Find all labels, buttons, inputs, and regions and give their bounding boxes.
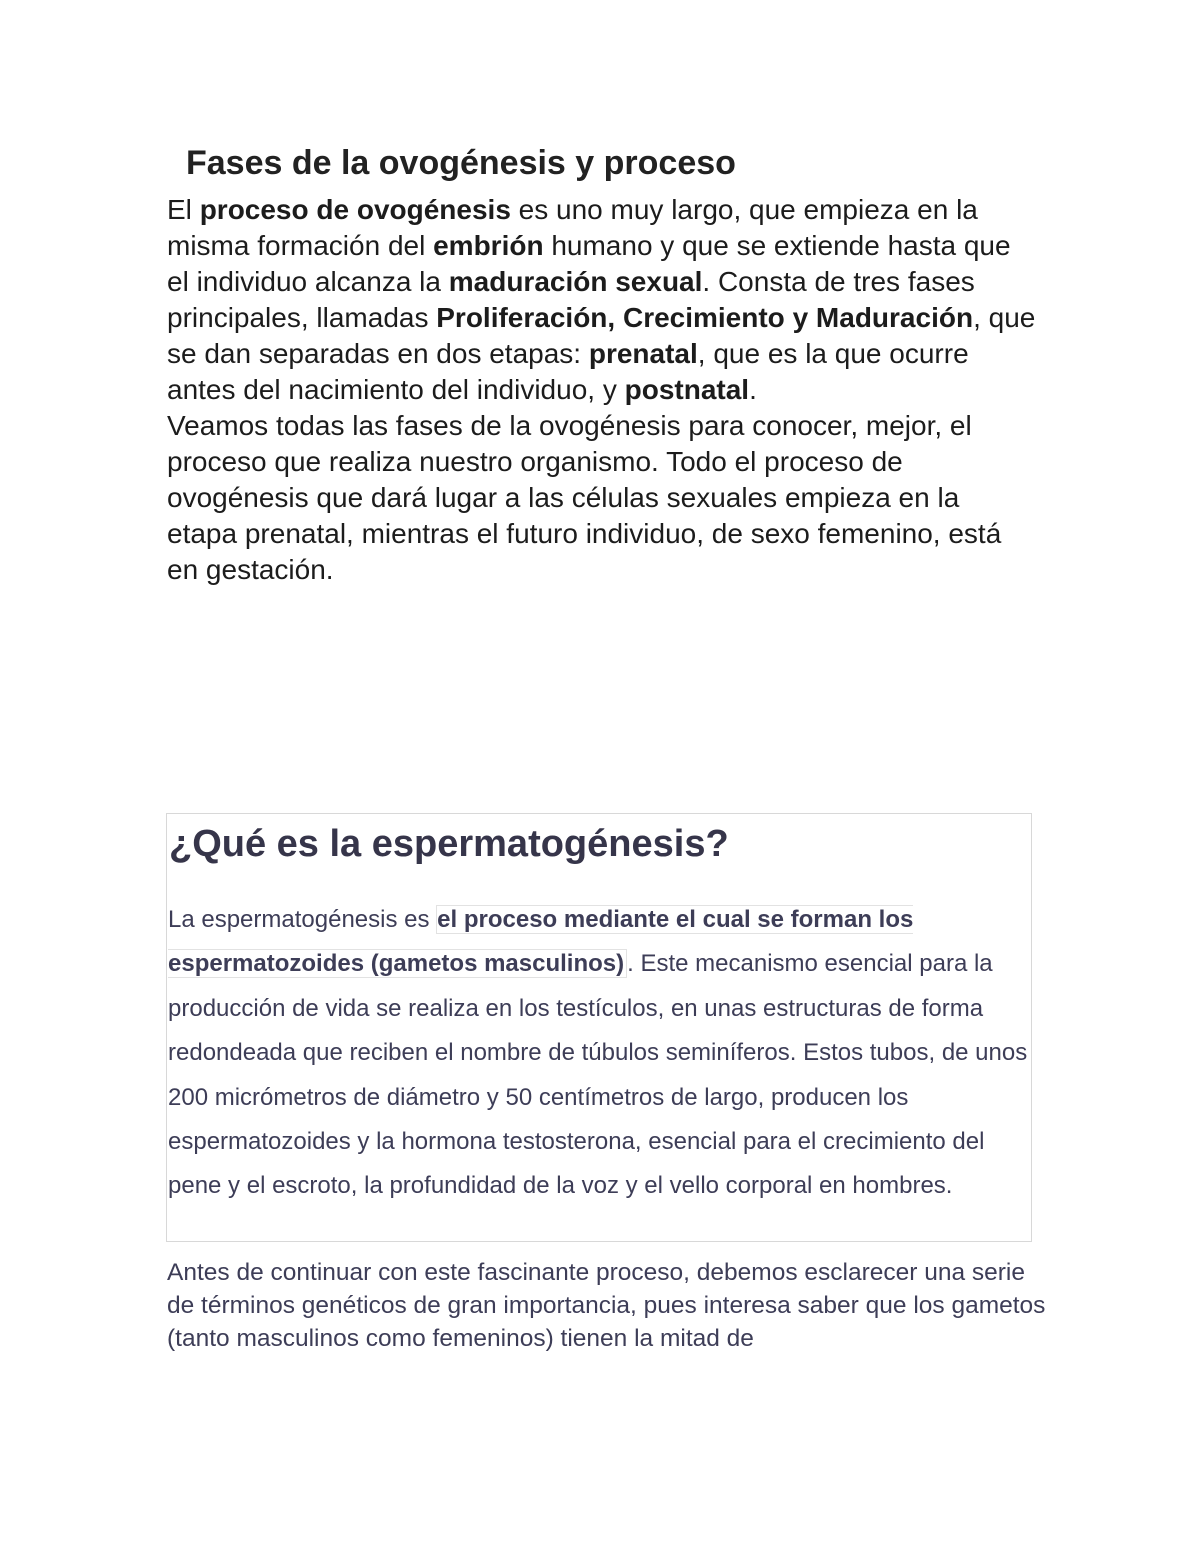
text-span: , que es la que ocurre antes del nacimiento del individuo, y (167, 338, 969, 405)
continuation-paragraph: Antes de continuar con este fascinante proceso, debemos esclarecer una serie de términos genéticos de gran importancia, pues interesa saber que los gametos (tanto masculinos como femeninos) tienen la mitad de (167, 1259, 1046, 1352)
text-span: La espermatogénesis es (168, 906, 437, 933)
bold-term: proceso de ovogénesis (199, 194, 511, 225)
ovogenesis-heading: Fases de la ovogénesis y proceso (186, 144, 736, 182)
bold-term: prenatal (588, 338, 698, 369)
espermatogenesis-heading: ¿Qué es la espermatogénesis? (169, 823, 729, 865)
ovogenesis-paragraph (167, 192, 1037, 588)
text-span: . Consta de tres fases principales, llamadas (167, 266, 975, 333)
bold-term: embrión (433, 230, 544, 261)
text-span: humano y que se extiende hasta que el individuo alcanza la (167, 230, 1011, 297)
ovogenesis-paragraph-2: Veamos todas las fases de la ovogénesis para conocer, mejor, el proceso que realiza nuestro organismo. Todo el proceso de ovogénesis que dará lugar a las células sexuales empieza en la etapa prenatal, mientras el futuro individuo, de sexo femenino, está en gestación. (167, 410, 1002, 585)
bold-term: Proliferación, Crecimiento y Maduración (436, 302, 974, 333)
text-span: , que se dan separadas en dos etapas: (167, 302, 1036, 369)
text-span: . (749, 374, 757, 405)
espermatogenesis-paragraph (168, 898, 1028, 1209)
text-span: . Este mecanismo esencial para la producción de vida se realiza en los testículos, en unas estructuras de forma redondeada que reciben el nombre de túbulos seminíferos. Estos tubos, de unos 200 micrómetros de diámetro y 50 centímetros de largo, producen los espermatozoides y la hormona testosterona, esencial para el crecimiento del pene y el escroto, la profundidad de la voz y el vello corporal en hombres. (168, 950, 1028, 1200)
bold-term: maduración sexual (448, 266, 703, 297)
text-span: es uno muy largo, que empieza en la misma formación del (167, 194, 978, 261)
highlighted-definition: el proceso mediante el cual se forman los espermatozoides (gametos masculinos) (168, 906, 914, 978)
text-span: El (167, 194, 200, 225)
bold-term: postnatal (624, 374, 750, 405)
